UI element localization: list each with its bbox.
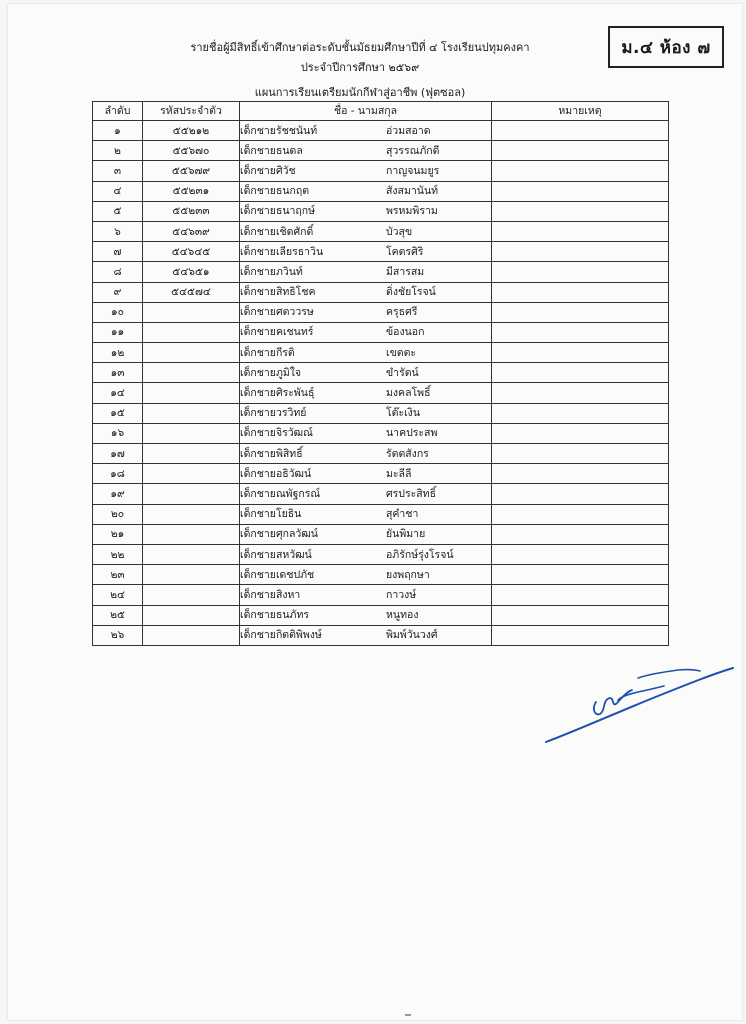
last-name: สุคำชา <box>386 508 419 521</box>
last-name: กาญจนมยูร <box>386 164 440 177</box>
student-name <box>240 524 492 544</box>
row-number: ๑ <box>93 121 143 141</box>
table-header-row <box>93 102 669 121</box>
student-id <box>143 363 240 383</box>
student-name <box>240 141 492 161</box>
table-row <box>93 161 669 181</box>
last-name: พรหมพิราม <box>386 205 438 218</box>
student-name <box>240 343 492 363</box>
note-cell <box>492 383 669 403</box>
table-row <box>93 464 669 484</box>
study-program: แผนการเรียนเตรียมนักกีฬาสู่อาชีพ (ฟุตซอล) <box>254 86 466 99</box>
last-name: อภิรักษ์รุ่งโรจน์ <box>386 548 454 561</box>
note-cell <box>492 343 669 363</box>
first-name: เด็กชายศิระพันธุ์ <box>240 387 315 400</box>
student-id <box>143 484 240 504</box>
student-id <box>143 383 240 403</box>
student-name <box>240 625 492 645</box>
row-number: ๗ <box>93 242 143 262</box>
row-number: ๒๔ <box>93 585 143 605</box>
first-name: เด็กชายสิทธิโชค <box>240 286 316 299</box>
first-name: เด็กชายเชิดศักดิ์ <box>240 225 314 238</box>
row-number: ๙ <box>93 282 143 302</box>
row-number: ๑๙ <box>93 484 143 504</box>
column-header-no: ลำดับ <box>93 102 143 121</box>
first-name: เด็กชายพิสิทธิ์ <box>240 447 303 460</box>
table-row <box>93 121 669 141</box>
first-name: เด็กชายธนภัทร <box>240 609 310 622</box>
student-name <box>240 221 492 241</box>
student-id <box>143 403 240 423</box>
last-name: นาคประสพ <box>386 427 438 440</box>
table-row <box>93 444 669 464</box>
last-name: ติ่งชัยโรจน์ <box>386 286 436 299</box>
first-name: เด็กชายอธิวัฒน์ <box>240 467 312 480</box>
note-cell <box>492 565 669 585</box>
note-cell <box>492 544 669 564</box>
row-number: ๑๔ <box>93 383 143 403</box>
table-row <box>93 504 669 524</box>
student-name <box>240 201 492 221</box>
handwritten-signature <box>538 660 738 750</box>
last-name: มงคลโพธิ์ <box>386 387 431 400</box>
row-number: ๒๑ <box>93 524 143 544</box>
table-row <box>93 625 669 645</box>
first-name: เด็กชายโยธิน <box>240 508 302 521</box>
row-number: ๑๗ <box>93 444 143 464</box>
first-name: เด็กชายสหวัฒน์ <box>240 548 312 561</box>
student-id <box>143 464 240 484</box>
first-name: เด็กชายภูมิใจ <box>240 366 302 379</box>
row-number: ๕ <box>93 201 143 221</box>
table-row <box>93 201 669 221</box>
student-name <box>240 464 492 484</box>
student-id: ๕๕๖๗๐ <box>143 141 240 161</box>
table-row <box>93 544 669 564</box>
student-name <box>240 302 492 322</box>
note-cell <box>492 282 669 302</box>
table-row <box>93 181 669 201</box>
student-id <box>143 322 240 342</box>
table-row <box>93 322 669 342</box>
note-cell <box>492 403 669 423</box>
last-name: โคตรศิริ <box>386 245 424 258</box>
first-name: เด็กชายกิตติพิพงษ์ <box>240 629 322 642</box>
row-number: ๓ <box>93 161 143 181</box>
row-number: ๑๘ <box>93 464 143 484</box>
student-name <box>240 544 492 564</box>
room-badge: ม.๔ ห้อง ๗ <box>608 26 724 68</box>
page-mark <box>405 1014 411 1016</box>
row-number: ๒ <box>93 141 143 161</box>
student-roster-table <box>92 101 669 646</box>
first-name: เด็กชายศตววรษ <box>240 306 314 319</box>
student-id <box>143 423 240 443</box>
student-id <box>143 585 240 605</box>
student-id <box>143 343 240 363</box>
table-row <box>93 403 669 423</box>
table-row <box>93 363 669 383</box>
student-name <box>240 161 492 181</box>
note-cell <box>492 201 669 221</box>
student-name <box>240 121 492 141</box>
note-cell <box>492 524 669 544</box>
student-name <box>240 605 492 625</box>
column-header-note: หมายเหตุ <box>492 102 669 121</box>
note-cell <box>492 221 669 241</box>
student-id: ๕๔๖๓๙ <box>143 221 240 241</box>
table-row <box>93 262 669 282</box>
last-name: สังสมานันท์ <box>386 185 439 198</box>
student-name <box>240 565 492 585</box>
note-cell <box>492 141 669 161</box>
note-cell <box>492 484 669 504</box>
first-name: เด็กชายธนดล <box>240 144 303 157</box>
note-cell <box>492 121 669 141</box>
row-number: ๑๖ <box>93 423 143 443</box>
last-name: เขตตะ <box>386 346 417 359</box>
student-name <box>240 403 492 423</box>
table-row <box>93 565 669 585</box>
row-number: ๑๑ <box>93 322 143 342</box>
first-name: เด็กชายวรวิทย์ <box>240 407 307 420</box>
student-id <box>143 544 240 564</box>
last-name: กาวงษ์ <box>386 588 417 601</box>
last-name: สุวรรณภักดี <box>386 144 440 157</box>
student-name <box>240 282 492 302</box>
table-row <box>93 242 669 262</box>
note-cell <box>492 302 669 322</box>
first-name: เด็กชายศิวัช <box>240 164 296 177</box>
note-cell <box>492 585 669 605</box>
note-cell <box>492 423 669 443</box>
table-row <box>93 221 669 241</box>
last-name: หนูทอง <box>386 609 419 622</box>
row-number: ๒๖ <box>93 625 143 645</box>
note-cell <box>492 504 669 524</box>
table-row <box>93 343 669 363</box>
last-name: ข้องนอก <box>386 326 425 339</box>
row-number: ๑๕ <box>93 403 143 423</box>
student-name <box>240 423 492 443</box>
last-name: ยงพฤกษา <box>386 568 430 581</box>
student-id <box>143 625 240 645</box>
note-cell <box>492 242 669 262</box>
row-number: ๒๒ <box>93 544 143 564</box>
table-row <box>93 484 669 504</box>
last-name: พิมพ์วันวงศ์ <box>386 629 438 642</box>
student-name <box>240 242 492 262</box>
first-name: เด็กชายรัชชนันท์ <box>240 124 318 137</box>
student-name <box>240 181 492 201</box>
student-id: ๕๕๖๗๙ <box>143 161 240 181</box>
student-id <box>143 444 240 464</box>
first-name: เด็กชายเดชปภัช <box>240 568 315 581</box>
last-name: โต๊ะเงิน <box>386 407 420 420</box>
student-name <box>240 585 492 605</box>
student-id <box>143 605 240 625</box>
table-row <box>93 141 669 161</box>
row-number: ๒๐ <box>93 504 143 524</box>
row-number: ๖ <box>93 221 143 241</box>
note-cell <box>492 181 669 201</box>
first-name: เด็กชายคเชนทร์ <box>240 326 314 339</box>
row-number: ๒๓ <box>93 565 143 585</box>
first-name: เด็กชายกีรติ <box>240 346 295 359</box>
student-id <box>143 504 240 524</box>
table-row <box>93 383 669 403</box>
first-name: เด็กชายจิรวัฒณ์ <box>240 427 313 440</box>
last-name: ศรประสิทธิ์ <box>386 487 436 500</box>
row-number: ๑๒ <box>93 343 143 363</box>
last-name: อ่วมสอาด <box>386 124 431 137</box>
table-body <box>93 121 669 646</box>
student-id: ๕๕๒๓๑ <box>143 181 240 201</box>
first-name: เด็กชายเลียรธาวิน <box>240 245 324 258</box>
note-cell <box>492 625 669 645</box>
academic-year: ประจำปีการศึกษา ๒๕๖๙ <box>300 61 420 74</box>
note-cell <box>492 444 669 464</box>
table-row <box>93 605 669 625</box>
student-name <box>240 262 492 282</box>
row-number: ๒๕ <box>93 605 143 625</box>
table-row <box>93 524 669 544</box>
first-name: เด็กชายสิงหา <box>240 588 301 601</box>
student-name <box>240 322 492 342</box>
last-name: ยันพิมาย <box>386 528 426 541</box>
table-row <box>93 585 669 605</box>
last-name: มีสารสม <box>386 265 425 278</box>
first-name: เด็กชายณพัฐกรณ์ <box>240 487 321 500</box>
student-id: ๕๔๖๔๕ <box>143 242 240 262</box>
last-name: ขำรัตน์ <box>386 366 419 379</box>
first-name: เด็กชายธนกฤต <box>240 185 310 198</box>
note-cell <box>492 262 669 282</box>
student-name <box>240 444 492 464</box>
column-header-student-id: รหัสประจำตัว <box>143 102 240 121</box>
student-id <box>143 302 240 322</box>
last-name: มะลีลี <box>386 467 412 480</box>
note-cell <box>492 161 669 181</box>
row-number: ๑๐ <box>93 302 143 322</box>
student-name <box>240 504 492 524</box>
table-row <box>93 423 669 443</box>
student-name <box>240 383 492 403</box>
column-header-name: ชื่อ - นามสกุล <box>240 102 492 121</box>
first-name: เด็กชายธนาฤกษ์ <box>240 205 316 218</box>
student-id: ๕๕๒๓๓ <box>143 201 240 221</box>
student-name <box>240 484 492 504</box>
last-name: ครุธศรี <box>386 306 418 319</box>
document-title: รายชื่อผู้มีสิทธิ์เข้าศึกษาต่อระดับชั้นมัธยมศึกษาปีที่ ๔ โรงเรียนปทุมคงคา <box>190 41 530 54</box>
student-id <box>143 565 240 585</box>
note-cell <box>492 605 669 625</box>
table-row <box>93 282 669 302</box>
note-cell <box>492 363 669 383</box>
last-name: รัตตสังกร <box>386 447 429 460</box>
student-id <box>143 524 240 544</box>
first-name: เด็กชายภวินท์ <box>240 265 303 278</box>
row-number: ๑๓ <box>93 363 143 383</box>
student-id: ๕๔๕๗๔ <box>143 282 240 302</box>
first-name: เด็กชายศุกลวัฒน์ <box>240 528 318 541</box>
note-cell <box>492 322 669 342</box>
last-name: บัวสุข <box>386 225 413 238</box>
student-id: ๕๕๒๑๒ <box>143 121 240 141</box>
row-number: ๘ <box>93 262 143 282</box>
table-row <box>93 302 669 322</box>
student-id: ๕๔๖๕๑ <box>143 262 240 282</box>
note-cell <box>492 464 669 484</box>
student-name <box>240 363 492 383</box>
row-number: ๔ <box>93 181 143 201</box>
